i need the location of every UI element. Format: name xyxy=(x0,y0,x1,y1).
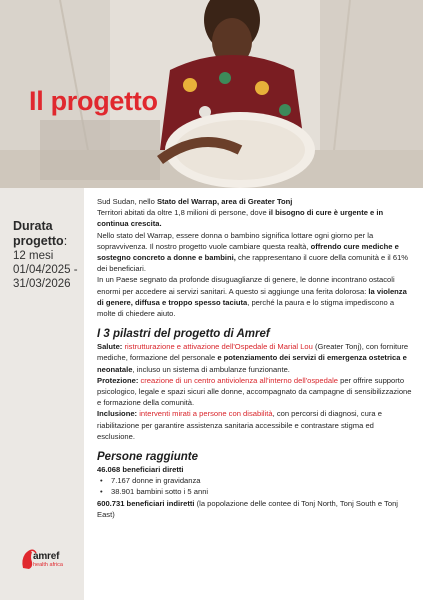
main-content xyxy=(97,196,413,520)
logo-subtitle: health africa xyxy=(33,562,63,568)
duration-box xyxy=(13,219,83,291)
duration-label: Durata progetto: xyxy=(13,219,68,248)
intro-warrap: Nello stato del Warrap, essere donna o bambino significa lottare ogni giorno per la sopravvivenza. Il nostro progetto vuole cambiare questa realtà, offrendo cure mediche e sostegno concreto a donne e bambini, che rappresentano il cuore della comunità e il 61% dei beneficiari. xyxy=(97,230,409,274)
intro-territory: Territori abitati da oltre 1,8 milioni di persone, dove il bisogno di cure è urgente e in continua crescita. xyxy=(97,208,384,229)
page-title: Il progetto xyxy=(29,86,158,116)
reach-direct: 46.068 beneficiari diretti xyxy=(97,465,184,475)
intro-gender: In un Paese segnato da profonde disuguaglianze di genere, le donne incontrano ostacoli enormi per accedere ai servizi sanitari. A questo si aggiunge una ferita dolorosa: la violenza di genere, diffusa e troppo spesso taciuta, perché la paura e lo stigma impediscono a molte di chiedere aiuto. xyxy=(97,275,407,319)
pillars-title: I 3 pilastri del progetto di Amref xyxy=(97,328,270,341)
duration-end: 31/03/2026 xyxy=(13,278,71,290)
hero-banner xyxy=(0,0,423,188)
reach-bullets xyxy=(97,475,413,497)
pillar-inclusion: Inclusione: interventi mirati a persone con disabilità, con percorsi di diagnosi, cura e riabilitazione per garantire assistenza sanitaria accessibile e contrastare stigma ed esclusione. xyxy=(97,409,382,441)
pillar-protection: Protezione: creazione di un centro antiviolenza all'interno dell'ospedale per offrire supporto psicologico, legale e spazi sicuri alle donne, accompagnato da campagne di sensibilizzazione e formazione della comunità. xyxy=(97,375,412,408)
duration-value: 12 mesi xyxy=(13,250,54,262)
reach-title: Persone raggiunte xyxy=(97,451,198,464)
pillar-health: Salute: ristrutturazione e attivazione dell'Ospedale di Marial Lou (Greater Tonj), con forniture mediche, formazione del personale e potenziamento dei servizi di emergenza ostetrica e neonatale, incluso un sistema di ambulanze funzionante. xyxy=(97,342,409,374)
list-item: • 7.167 donne in gravidanza xyxy=(99,475,413,486)
duration-start: 01/04/2025 - xyxy=(13,264,78,276)
intro-location: Sud Sudan, nello Stato del Warrap, area di Greater Tonj xyxy=(97,197,293,206)
logo-wordmark: amref xyxy=(33,551,60,562)
reach-indirect: 600.731 beneficiari indiretti (la popolazione delle contee di Tonj North, Tonj South e Tonj East) xyxy=(97,498,398,519)
list-item: • 38.901 bambini sotto i 5 anni xyxy=(99,486,413,497)
